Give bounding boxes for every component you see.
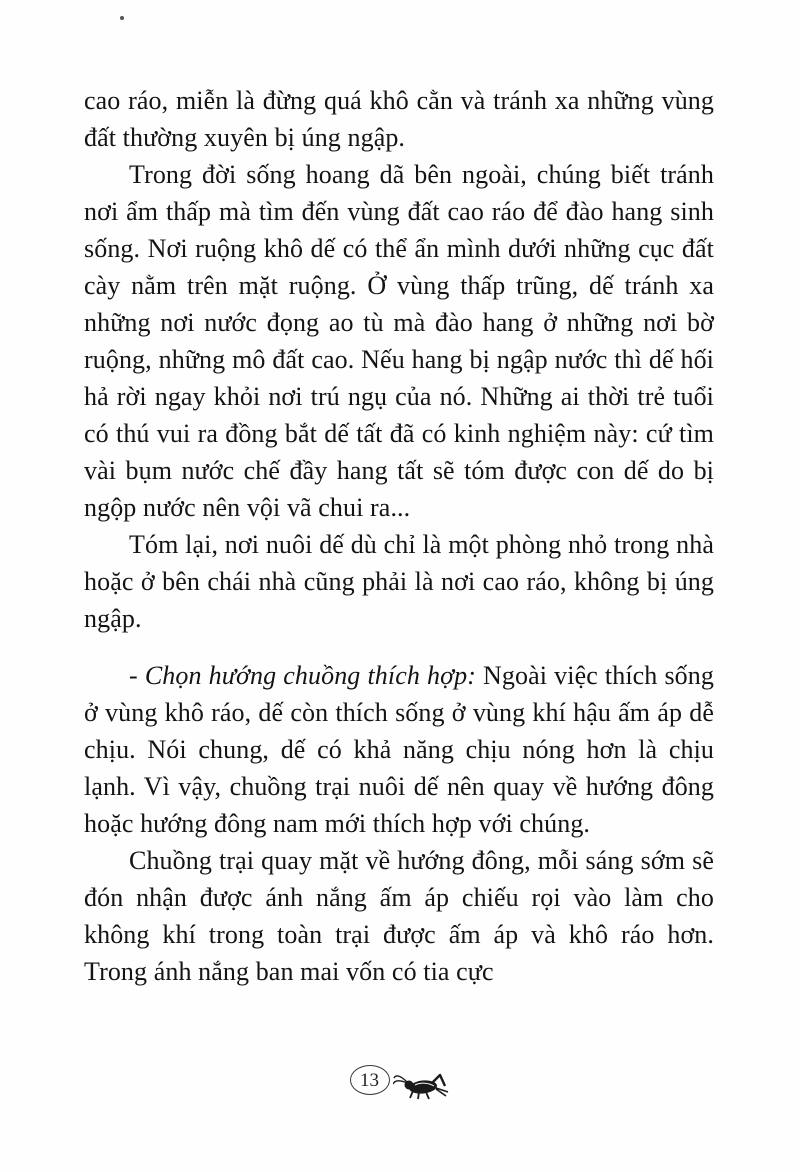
page-text-block (84, 82, 714, 990)
cricket-icon (393, 1068, 451, 1102)
page-number: 13 (360, 1069, 379, 1091)
paragraph-wild-life: Trong đời sống hoang dã bên ngoài, chúng biết tránh nơi ẩm thấp mà tìm đến vùng đất cao ráo để đào hang sinh sống. Nơi ruộng khô dế có thể ẩn mình dưới những cục đất cày nằm trên mặt ruộng. Ở vùng thấp trũng, dế tránh xa những nơi nước đọng ao tù mà đào hang ở những nơi bờ ruộng, những mô đất cao. Nếu hang bị ngập nước thì dế hối hả rời ngay khỏi nơi trú ngụ của nó. Những ai thời trẻ tuổi có thú vui ra đồng bắt dế tất đã có kinh nghiệm này: cứ tìm vài bụm nước chế đầy hang tất sẽ tóm được con dế do bị ngộp nước nên vội vã chui ra... (84, 160, 714, 522)
paragraph-east-facing: Chuồng trại quay mặt về hướng đông, mỗi sáng sớm sẽ đón nhận được ánh nắng ấm áp chiếu rọi vào làm cho không khí trong toàn trại được ấm áp và khô ráo hơn. Trong ánh nắng ban mai vốn có tia cực (84, 846, 714, 986)
scan-speck (120, 16, 124, 20)
paragraph-cage-direction (84, 657, 714, 842)
paragraph-continuation: cao ráo, miễn là đừng quá khô cằn và tránh xa những vùng đất thường xuyên bị úng ngập. (84, 86, 714, 152)
paragraph-summary: Tóm lại, nơi nuôi dế dù chỉ là một phòng nhỏ trong nhà hoặc ở bên chái nhà cũng phải là nơi cao ráo, không bị úng ngập. (84, 530, 714, 633)
section-body-text: Ngoài việc thích sống ở vùng khô ráo, dế còn thích sống ở vùng khí hậu ấm áp dễ chịu. Nói chung, dế có khả năng chịu nóng hơn là chịu lạnh. Vì vậy, chuồng trại nuôi dế nên quay về hướng đông hoặc hướng đông nam mới thích hợp với chúng. (84, 661, 714, 838)
page-number-badge (350, 1065, 390, 1095)
section-heading-italic: - Chọn hướng chuồng thích hợp: (129, 661, 484, 690)
page-footer (0, 1058, 800, 1102)
